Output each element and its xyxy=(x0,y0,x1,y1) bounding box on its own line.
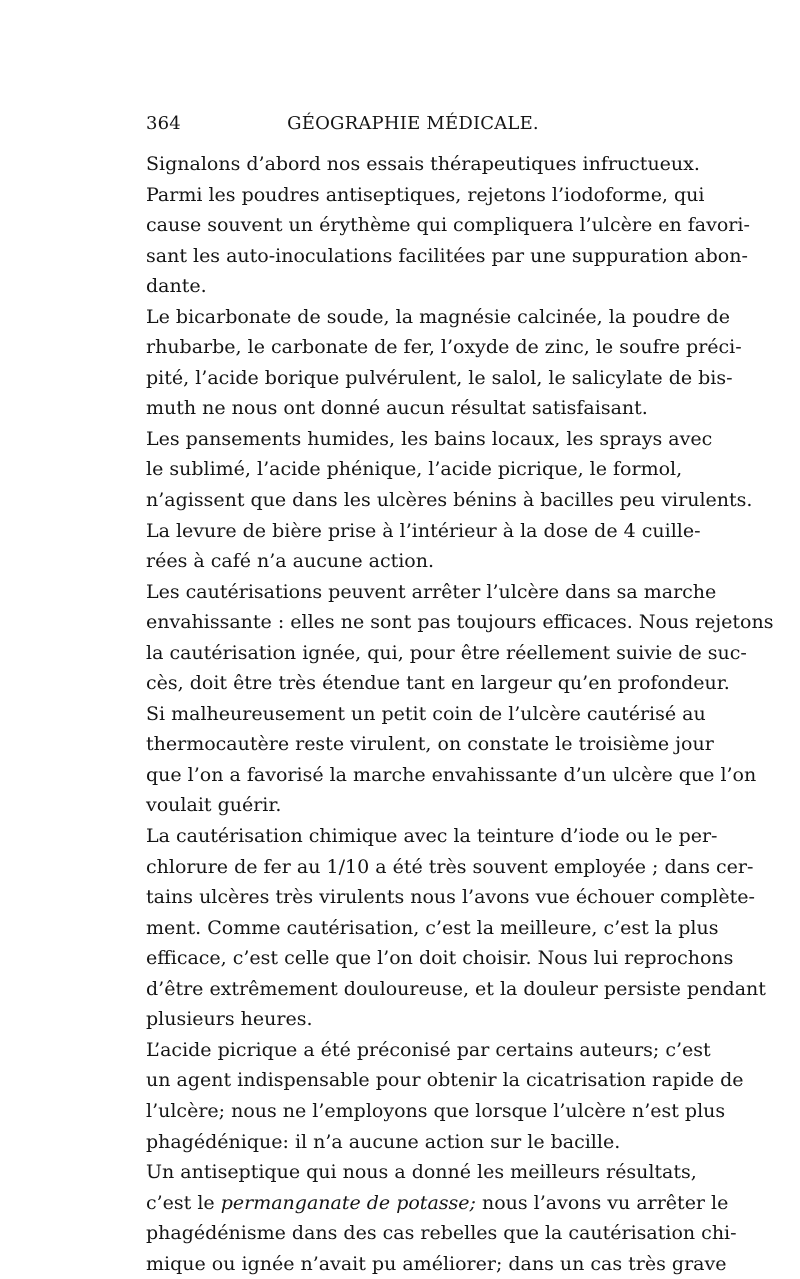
text-line: Signalons d’abord nos essais thérapeutiques infructueux. xyxy=(146,153,700,175)
paragraph xyxy=(146,424,753,516)
text-line: Un antiseptique qui nous a donné les meilleurs résultats, xyxy=(146,1161,697,1184)
text-line: Si malheureusement un petit coin de l’ulcère cautérisé au xyxy=(146,702,706,725)
text-line: cause souvent un érythème qui compliquera l’ulcère en favori- xyxy=(146,214,750,237)
text-line: rhubarbe, le carbonate de fer, l’oxyde de zinc, le soufre préci- xyxy=(146,336,742,359)
text-line: un agent indispensable pour obtenir la cicatrisation rapide de xyxy=(146,1069,744,1092)
text-line: dante. xyxy=(146,275,207,298)
text-line: Le bicarbonate de soude, la magnésie calcinée, la poudre de xyxy=(146,305,730,328)
text-line: voulait guérir. xyxy=(146,794,282,817)
text-line: La levure de bière prise à l’intérieur à la dose de 4 cuille- xyxy=(146,519,701,542)
paragraph xyxy=(146,1035,744,1157)
paragraph xyxy=(146,1157,737,1279)
text-line-with-italic xyxy=(146,1188,729,1219)
text-line: muth ne nous ont donné aucun résultat satisfaisant. xyxy=(146,397,648,420)
paragraph xyxy=(146,821,766,1035)
text-line: pité, l’acide borique pulvérulent, le salol, le salicylate de bis- xyxy=(146,366,733,389)
text-line: plusieurs heures. xyxy=(146,1008,313,1031)
page-header xyxy=(146,113,680,143)
text-line: phagédénisme dans des cas rebelles que la cautérisation chi- xyxy=(146,1222,737,1245)
text-line: cès, doit être très étendue tant en largeur qu’en profondeur. xyxy=(146,672,730,695)
text-line: Les cautérisations peuvent arrêter l’ulcère dans sa marche xyxy=(146,580,717,603)
text-line: chlorure de fer au 1/10 a été très souvent employée ; dans cer- xyxy=(146,855,754,878)
text-line: Parmi les poudres antiseptiques, rejetons l’iodoforme, qui xyxy=(146,183,705,206)
text-line: envahissante : elles ne sont pas toujours efficaces. Nous rejetons xyxy=(146,611,774,634)
paragraph xyxy=(146,149,700,180)
text-segment: c’est le xyxy=(146,1191,221,1214)
text-segment: nous l’avons vu arrêter le xyxy=(475,1191,729,1214)
text-line: efficace, c’est celle que l’on doit choisir. Nous lui reprochons xyxy=(146,947,734,970)
body-text xyxy=(146,149,774,1279)
text-line: rées à café n’a aucune action. xyxy=(146,550,435,573)
paragraph xyxy=(146,302,742,424)
text-line: La cautérisation chimique avec la teinture d’iode ou le per- xyxy=(146,825,718,848)
text-line: ment. Comme cautérisation, c’est la meilleure, c’est la plus xyxy=(146,916,719,939)
text-line: l’ulcère; nous ne l’employons que lorsque l’ulcère n’est plus xyxy=(146,1099,726,1122)
page-number: 364 xyxy=(146,113,181,134)
text-line: tains ulcères très virulents nous l’avons vue échouer complète- xyxy=(146,886,755,909)
text-line: sant les auto-inoculations facilitées par une suppuration abon- xyxy=(146,244,748,267)
text-line: phagédénique: il n’a aucune action sur le bacille. xyxy=(146,1130,621,1153)
text-line: la cautérisation ignée, qui, pour être réellement suivie de suc- xyxy=(146,641,747,664)
text-line: thermocautère reste virulent, on constate le troisième jour xyxy=(146,733,714,756)
running-title: GÉOGRAPHIE MÉDICALE. xyxy=(287,113,539,134)
text-line: mique ou ignée n’avait pu améliorer; dans un cas très grave xyxy=(146,1252,727,1275)
text-line: L’acide picrique a été préconisé par certains auteurs; c’est xyxy=(146,1038,711,1061)
paragraph xyxy=(146,577,774,821)
italic-term: permanganate de potasse; xyxy=(220,1191,476,1214)
paragraph xyxy=(146,180,750,302)
text-line: d’être extrêmement douloureuse, et la douleur persiste pendant xyxy=(146,977,766,1000)
text-line: n’agissent que dans les ulcères bénins à bacilles peu virulents. xyxy=(146,489,753,512)
text-line: le sublimé, l’acide phénique, l’acide picrique, le formol, xyxy=(146,458,683,481)
text-line: que l’on a favorisé la marche envahissante d’un ulcère que l’on xyxy=(146,763,757,786)
paragraph xyxy=(146,516,701,577)
text-line: Les pansements humides, les bains locaux, les sprays avec xyxy=(146,427,713,450)
